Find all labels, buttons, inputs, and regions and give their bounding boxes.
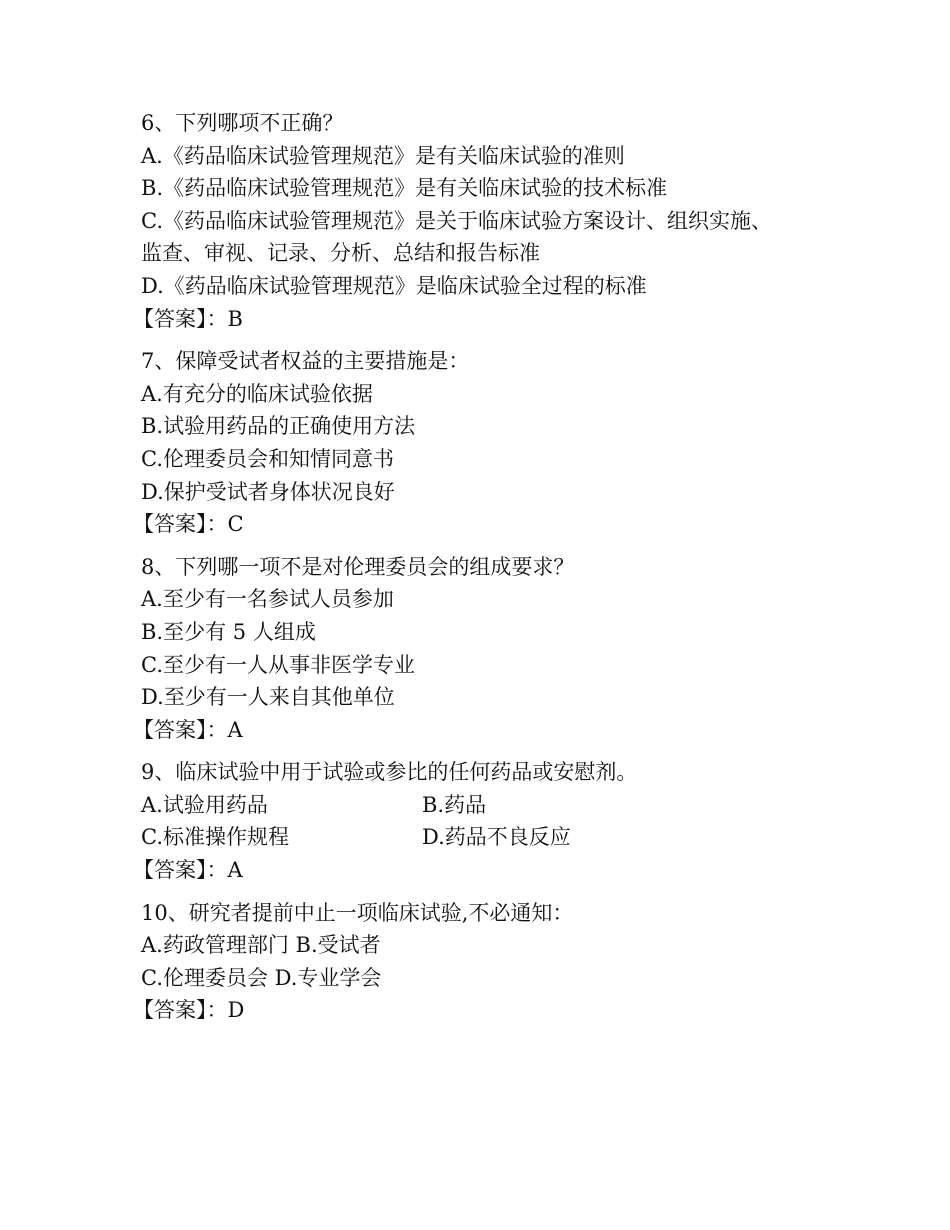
question-stem: 7、保障受试者权益的主要措施是： (141, 349, 470, 374)
answer-line: 【答案】：A (133, 858, 243, 883)
option-a: A.试验用药品 (141, 792, 268, 817)
option-b: B.试验用药品的正确使用方法 (141, 414, 416, 439)
question-9 (133, 756, 901, 886)
question-stem: 6、下列哪项不正确？ (141, 111, 344, 135)
option-c: C.至少有一人从事非医学专业 (141, 652, 415, 677)
option-d: D.药品不良反应 (422, 825, 571, 850)
option-row (141, 821, 901, 854)
option-a: A.《药品临床试验管理规范》是有关临床试验的准则 (141, 143, 625, 168)
option-c-continued: 监查、审视、记录、分析、总结和报告标准 (141, 241, 540, 266)
question-8 (133, 551, 901, 747)
question-7 (133, 345, 901, 541)
option-c: C.标准操作规程 (141, 825, 289, 850)
answer-line: 【答案】：D (133, 998, 245, 1023)
option-d: D.保护受试者身体状况良好 (141, 479, 395, 504)
question-stem: 9、临床试验中用于试验或参比的任何药品或安慰剂。 (141, 760, 638, 785)
option-a: A.至少有一名参试人员参加 (141, 587, 394, 612)
document-page (133, 107, 901, 1037)
answer-line: 【答案】：C (133, 512, 244, 537)
question-10 (133, 897, 901, 1027)
option-d: D.《药品临床试验管理规范》是临床试验全过程的标准 (141, 273, 647, 298)
answer-line: 【答案】：A (133, 717, 243, 742)
option-d: D.至少有一人来自其他单位 (141, 685, 395, 710)
option-row (141, 789, 901, 822)
question-6 (133, 107, 901, 335)
option-line-cd: C.伦理委员会 D.专业学会 (141, 965, 382, 990)
question-stem: 10、研究者提前中止一项临床试验,不必通知： (141, 900, 574, 925)
option-c: C.《药品临床试验管理规范》是关于临床试验方案设计、组织实施、 (141, 208, 772, 233)
option-b: B.药品 (422, 792, 487, 817)
question-stem: 8、下列哪一项不是对伦理委员会的组成要求？ (141, 554, 575, 579)
option-c: C.伦理委员会和知情同意书 (141, 446, 394, 471)
answer-line: 【答案】：B (133, 306, 243, 331)
option-a: A.有充分的临床试验依据 (141, 381, 373, 406)
option-b: B.至少有 5 人组成 (141, 619, 316, 644)
option-b: B.《药品临床试验管理规范》是有关临床试验的技术标准 (141, 176, 668, 201)
option-line-ab: A.药政管理部门 B.受试者 (141, 933, 381, 958)
